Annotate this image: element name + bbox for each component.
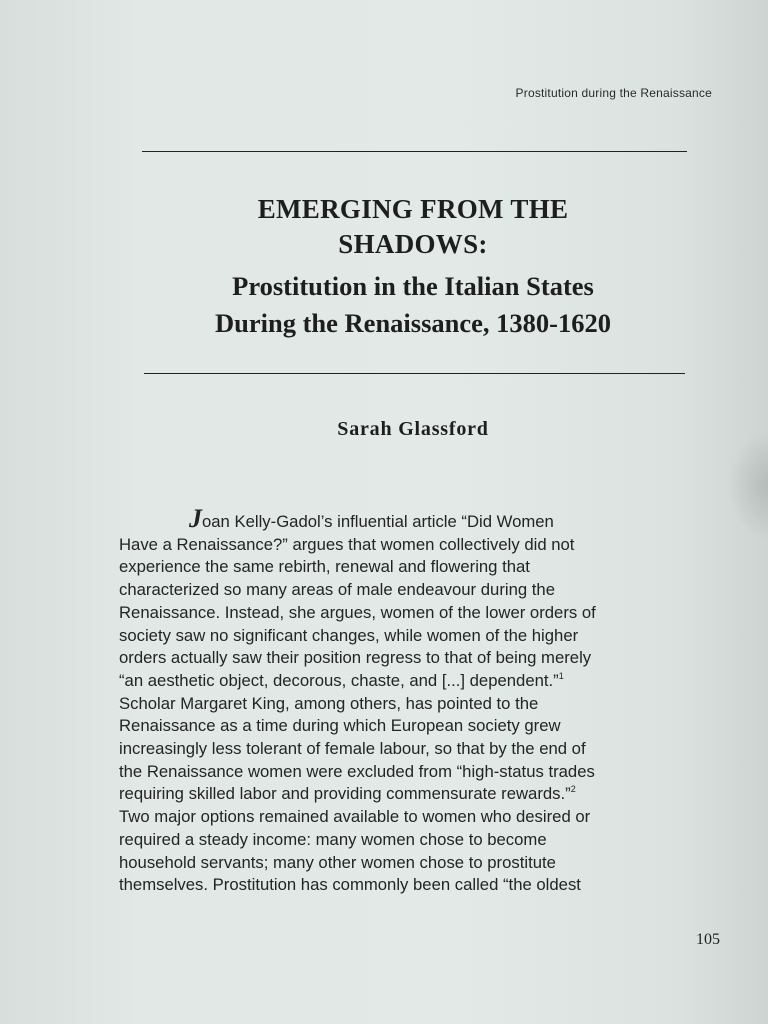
body-line: household servants; many other women chose to prostitute xyxy=(119,852,556,872)
subtitle-line-1: Prostitution in the Italian States xyxy=(232,271,594,301)
running-head: Prostitution during the Renaissance xyxy=(515,86,712,100)
drop-cap: J xyxy=(189,504,202,533)
body-line: characterized so many areas of male endeavour during the xyxy=(119,580,555,600)
body-line: orders actually saw their position regress to that of being merely xyxy=(119,648,592,668)
footnote-marker[interactable]: 1 xyxy=(558,670,564,681)
bottom-rule xyxy=(144,373,685,374)
body-line-text: requiring skilled labor and providing commensurate rewards.” xyxy=(119,784,571,804)
body-line: the Renaissance women were excluded from “high-status trades xyxy=(119,761,595,781)
body-line: themselves. Prostitution has commonly been called “the oldest xyxy=(119,875,581,895)
body-line: increasingly less tolerant of female labour, so that by the end of xyxy=(119,739,586,759)
body-line-text: oan Kelly-Gadol’s influential article “Did Women xyxy=(202,512,554,531)
body-line: society saw no significant changes, while women of the higher xyxy=(119,625,579,645)
body-line xyxy=(119,504,719,534)
body-line xyxy=(119,783,719,806)
body-line: Have a Renaissance?” argues that women collectively did not xyxy=(119,534,575,554)
article-title xyxy=(100,192,726,342)
body-line: Scholar Margaret King, among others, has pointed to the xyxy=(119,693,539,713)
page-number: 105 xyxy=(696,931,720,948)
subtitle xyxy=(100,268,726,342)
top-rule xyxy=(142,151,687,152)
title-line-2: SHADOWS: xyxy=(338,229,488,259)
subtitle-line-2: During the Renaissance, 1380-1620 xyxy=(214,308,612,338)
footnote-marker[interactable]: 2 xyxy=(570,784,576,795)
body-line xyxy=(119,670,719,693)
body-line: required a steady income: many women chose to become xyxy=(119,829,547,849)
body-line: Renaissance. Instead, she argues, women of the lower orders of xyxy=(119,602,596,622)
author-name: Sarah Glassford xyxy=(337,418,489,440)
body-line: experience the same rebirth, renewal and flowering that xyxy=(119,557,530,577)
body-paragraph xyxy=(119,504,719,897)
body-line: Renaissance as a time during which European society grew xyxy=(119,716,561,736)
body-line: Two major options remained available to women who desired or xyxy=(119,807,591,827)
body-line-text: “an aesthetic object, decorous, chaste, and [...] dependent.” xyxy=(119,670,559,690)
page-fold-shadow xyxy=(728,430,768,540)
title-line-1: EMERGING FROM THE xyxy=(257,194,569,224)
